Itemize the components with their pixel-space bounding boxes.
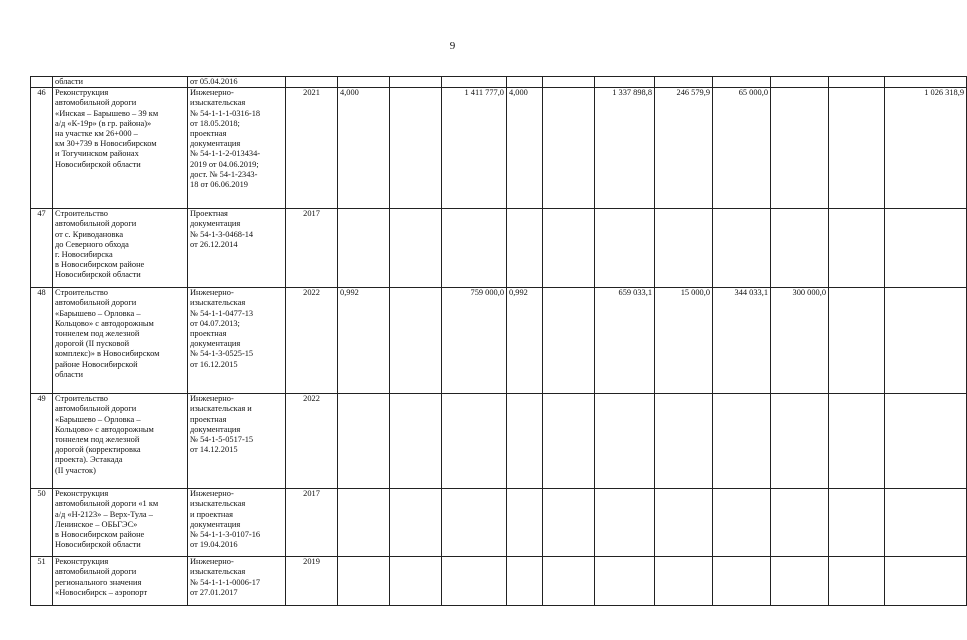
table-cell (507, 394, 543, 489)
table-cell (829, 88, 885, 209)
table-cell: 65 000,0 (713, 88, 771, 209)
table-cell (507, 209, 543, 288)
table-cell (655, 489, 713, 557)
table-cell (390, 209, 442, 288)
table-cell (507, 77, 543, 88)
table-cell (442, 394, 507, 489)
table-cell (595, 557, 655, 606)
table-cell (543, 209, 595, 288)
table-cell (543, 77, 595, 88)
table-cell: Реконструкция автомобильной дороги «1 км а/д «Н-2123» – Верх-Тула – Ленинское – ОБЬГЭС» в Новосибирском районе Новосибирской области (53, 489, 188, 557)
table-cell: 48 (31, 288, 53, 394)
table-cell (543, 489, 595, 557)
table-row (31, 209, 967, 288)
table-cell: 4,000 (338, 88, 390, 209)
table-cell (507, 557, 543, 606)
table-cell (442, 209, 507, 288)
table-cell (655, 394, 713, 489)
table-cell (771, 77, 829, 88)
page-number: 9 (449, 40, 456, 52)
table-cell (390, 394, 442, 489)
investment-table (30, 76, 967, 606)
table-cell: 2019 (286, 557, 338, 606)
table-cell (390, 489, 442, 557)
table-cell (829, 489, 885, 557)
table-cell (829, 209, 885, 288)
table-body (31, 77, 967, 606)
table-cell (595, 394, 655, 489)
table-cell: 0,992 (338, 288, 390, 394)
table-cell (338, 489, 390, 557)
table-cell (595, 489, 655, 557)
table-cell (885, 77, 967, 88)
table-cell: 2022 (286, 394, 338, 489)
table-cell: Реконструкция автомобильной дороги регионального значения «Новосибирск – аэропорт (53, 557, 188, 606)
table-cell (543, 288, 595, 394)
table-cell (885, 394, 967, 489)
table-cell (829, 288, 885, 394)
table-cell: 1 411 777,0 (442, 88, 507, 209)
table-cell (338, 209, 390, 288)
table-cell (885, 557, 967, 606)
table-cell: Инженерно- изыскательская № 54-1-1-0477-13 от 04.07.2013; проектная документация № 54-1-3-0525-15 от 16.12.2015 (188, 288, 286, 394)
table-cell (442, 77, 507, 88)
table-cell (286, 77, 338, 88)
table-cell (507, 489, 543, 557)
table-cell (713, 394, 771, 489)
table-cell (595, 77, 655, 88)
table-row (31, 394, 967, 489)
table-cell (771, 489, 829, 557)
table-cell (390, 288, 442, 394)
table-cell (390, 88, 442, 209)
table-row (31, 77, 967, 88)
table-cell (885, 209, 967, 288)
table-cell (543, 557, 595, 606)
table-cell: области (53, 77, 188, 88)
table-cell (829, 77, 885, 88)
table-row (31, 288, 967, 394)
table-cell: Инженерно- изыскательская № 54-1-1-1-0006-17 от 27.01.2017 (188, 557, 286, 606)
table-cell (829, 394, 885, 489)
table-cell (885, 288, 967, 394)
table-cell: 15 000,0 (655, 288, 713, 394)
table-cell: 47 (31, 209, 53, 288)
table-cell (442, 557, 507, 606)
table-cell (713, 557, 771, 606)
table-cell: Строительство автомобильной дороги от с. Криводановка до Северного обхода г. Новосибирска в Новосибирском районе Новосибирской области (53, 209, 188, 288)
table-cell (771, 394, 829, 489)
table-cell (713, 209, 771, 288)
table-cell: Строительство автомобильной дороги «Барышево – Орловка – Кольцово» с автодорожным тоннелем под железной дорогой (II пусковой комплекс)» в Новосибирском районе Новосибирской области (53, 288, 188, 394)
table-cell: от 05.04.2016 (188, 77, 286, 88)
table-cell (771, 557, 829, 606)
table-row (31, 88, 967, 209)
table-cell: 2022 (286, 288, 338, 394)
table-cell: 759 000,0 (442, 288, 507, 394)
table-cell: Проектная документация № 54-1-3-0468-14 от 26.12.2014 (188, 209, 286, 288)
table-cell (771, 88, 829, 209)
table-cell (713, 489, 771, 557)
table-row (31, 489, 967, 557)
table-cell (338, 77, 390, 88)
table-cell (713, 77, 771, 88)
table-cell: 659 033,1 (595, 288, 655, 394)
table-cell (31, 77, 53, 88)
table-cell (595, 209, 655, 288)
table-cell: 246 579,9 (655, 88, 713, 209)
table-cell (442, 489, 507, 557)
table-cell: 1 337 898,8 (595, 88, 655, 209)
table-cell (655, 77, 713, 88)
table-cell: 51 (31, 557, 53, 606)
table-cell: 2021 (286, 88, 338, 209)
table-cell (338, 557, 390, 606)
table-cell: Инженерно- изыскательская и проектная документация № 54-1-1-3-0107-16 от 19.04.2016 (188, 489, 286, 557)
table-cell: Реконструкция автомобильной дороги «Инская – Барышево – 39 км а/д «К-19р» (в гр. района)» на участке км 26+000 – км 30+739 в Новосибирском и Тогучинском районах Новосибирской области (53, 88, 188, 209)
table-cell: 4,000 (507, 88, 543, 209)
table-cell (338, 394, 390, 489)
table-cell: Инженерно- изыскательская № 54-1-1-1-0316-18 от 18.05.2018; проектная документация № 54-1-1-2-013434- 2019 от 04.06.2019; дост. № 54-1-2343- 18 от 06.06.2019 (188, 88, 286, 209)
table-cell: 50 (31, 489, 53, 557)
table-cell: 2017 (286, 489, 338, 557)
table-cell: Строительство автомобильной дороги «Барышево – Орловка – Кольцово» с автодорожным тоннелем под железной дорогой (корректировка проекта). Эстакада (II участок) (53, 394, 188, 489)
table-cell (885, 489, 967, 557)
table-cell (390, 77, 442, 88)
table-cell (390, 557, 442, 606)
table-cell: 2017 (286, 209, 338, 288)
table-cell (829, 557, 885, 606)
table-cell: Инженерно- изыскательская и проектная документация № 54-1-5-0517-15 от 14.12.2015 (188, 394, 286, 489)
table-cell (543, 394, 595, 489)
table-cell: 0,992 (507, 288, 543, 394)
table-cell: 49 (31, 394, 53, 489)
table-cell (543, 88, 595, 209)
table-cell: 344 033,1 (713, 288, 771, 394)
table-cell: 46 (31, 88, 53, 209)
table-cell: 300 000,0 (771, 288, 829, 394)
table-cell: 1 026 318,9 (885, 88, 967, 209)
table-cell (655, 557, 713, 606)
table-row (31, 557, 967, 606)
table-cell (771, 209, 829, 288)
table-cell (655, 209, 713, 288)
